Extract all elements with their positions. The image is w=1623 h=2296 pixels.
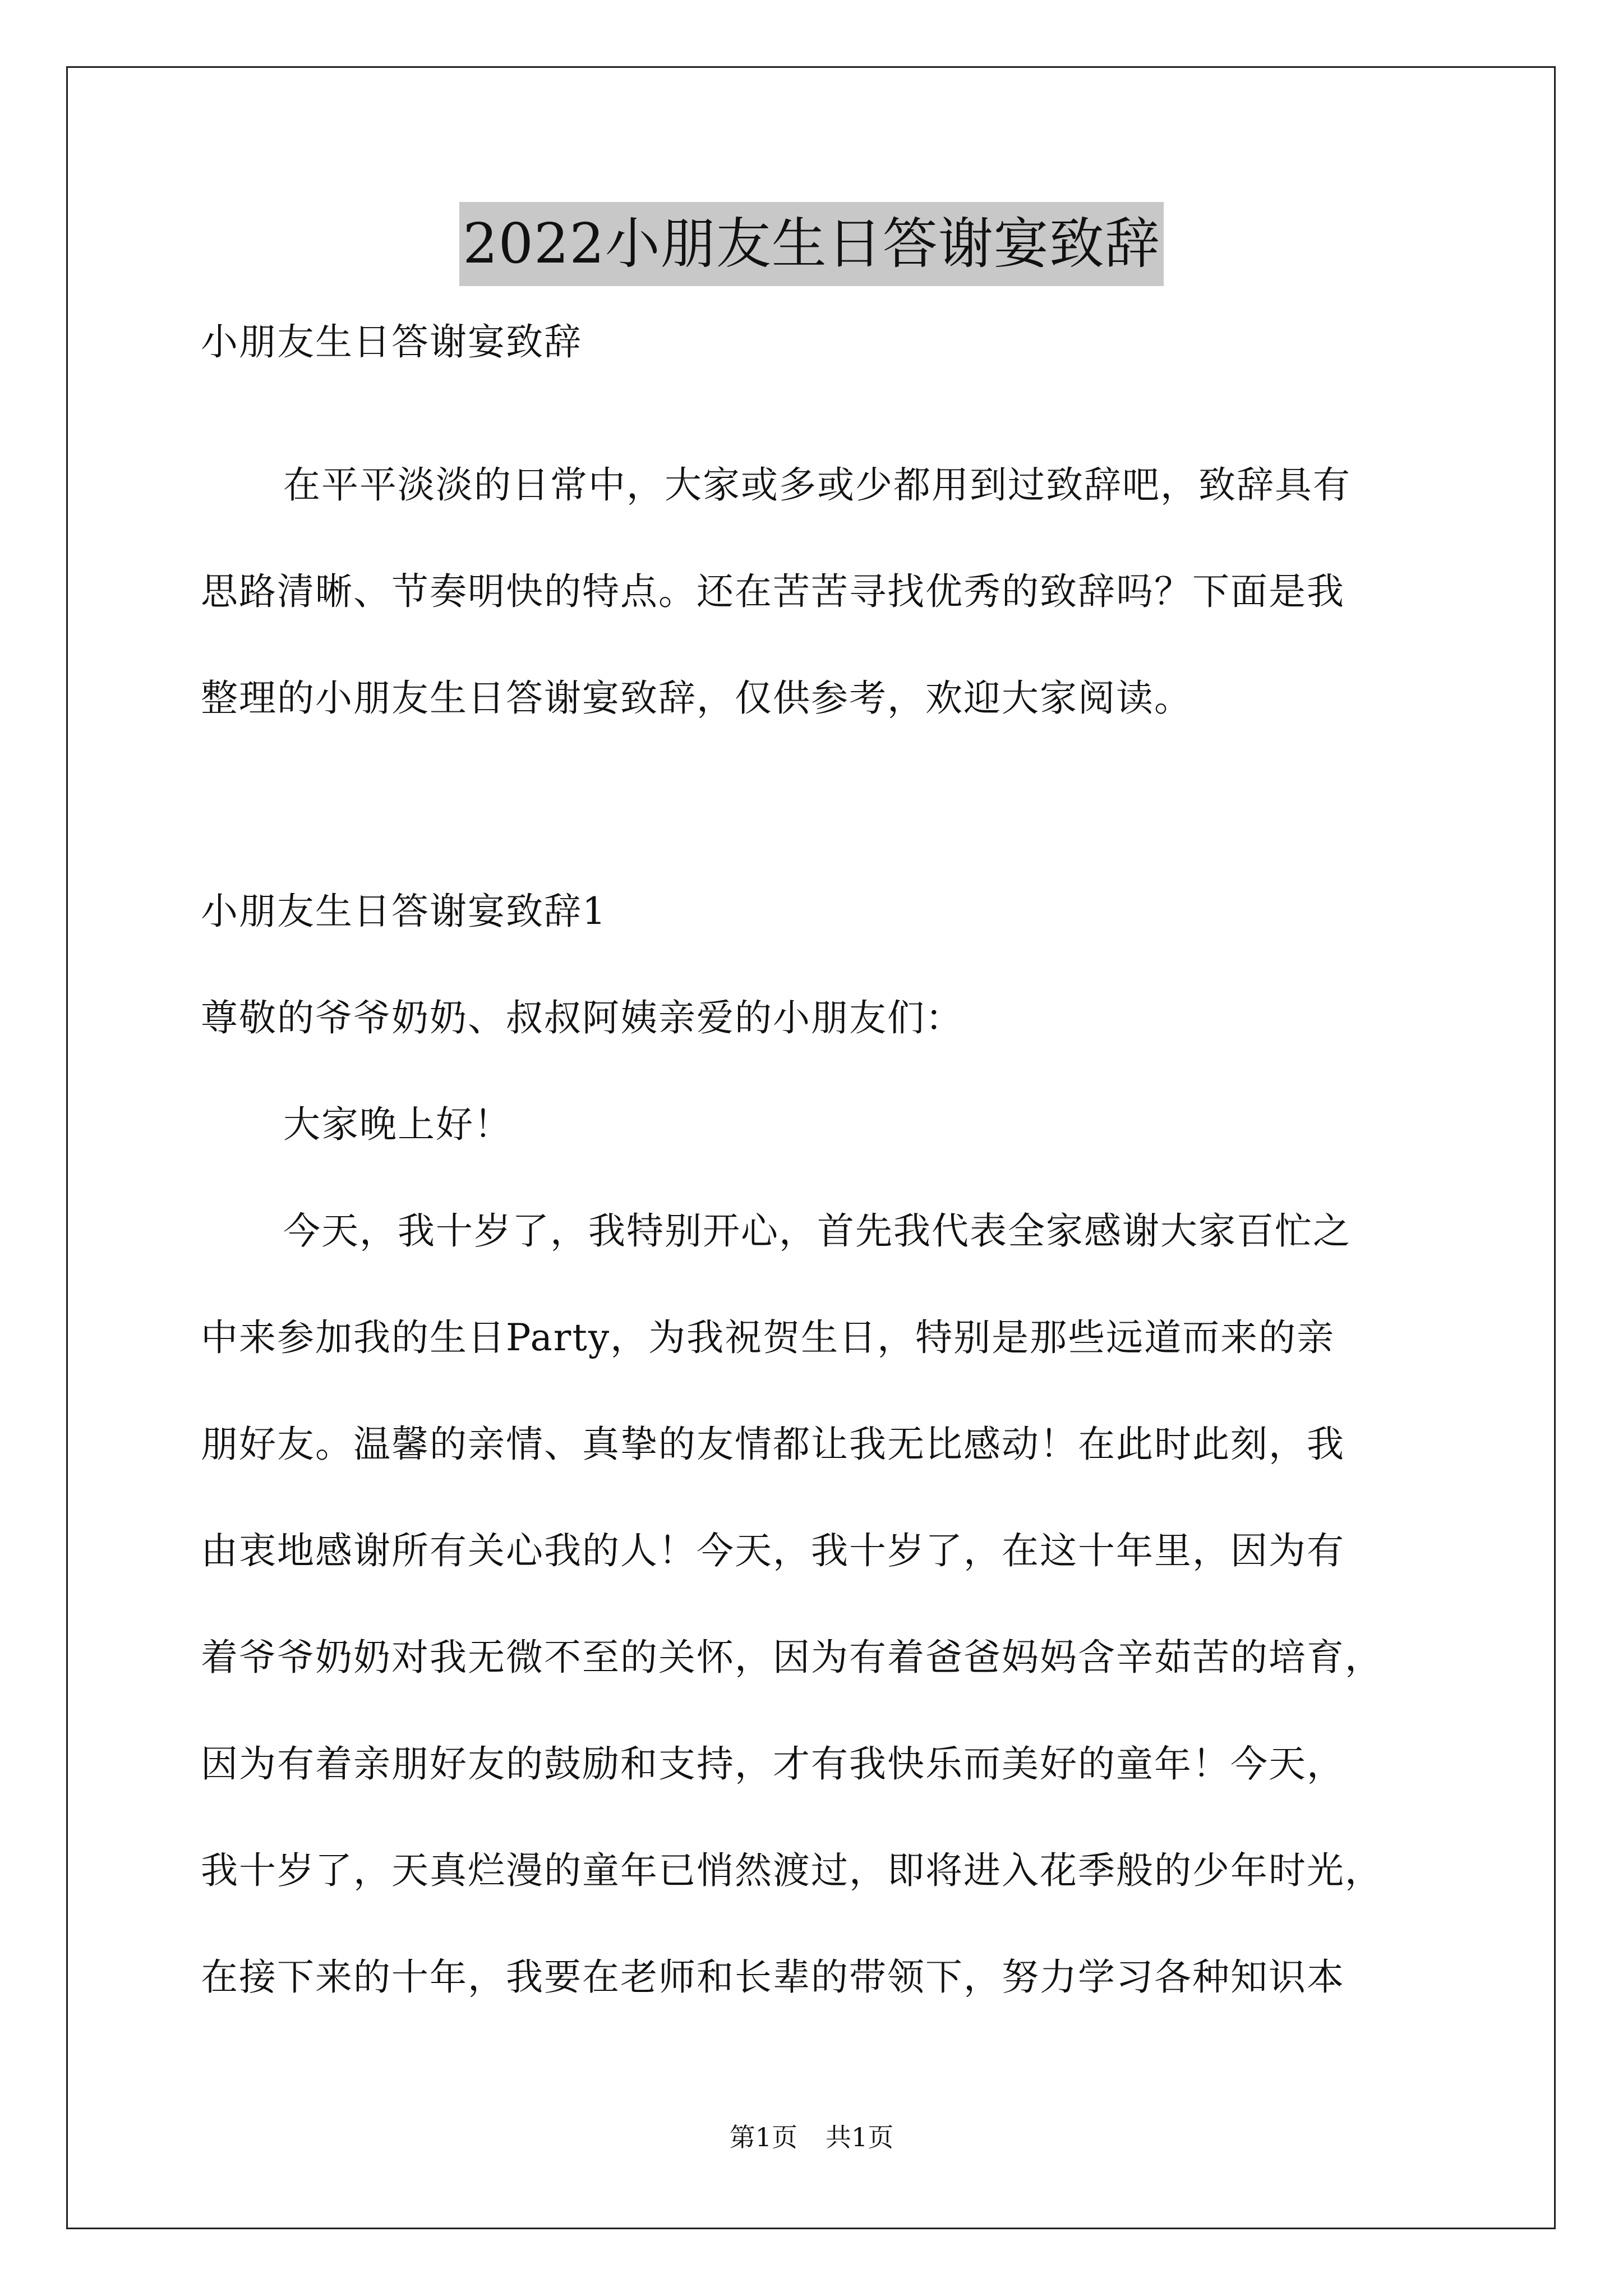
body-line-2: 中来参加我的生日Party，为我祝贺生日，特别是那些远道而来的亲: [201, 1316, 1335, 1359]
body-line-6: 因为有着亲朋好友的鼓励和支持，才有我快乐而美好的童年！今天，: [201, 1742, 1345, 1786]
title-container: [0, 202, 1623, 286]
body-line-1: 今天，我十岁了，我特别开心，首先我代表全家感谢大家百忙之: [283, 1209, 1351, 1253]
body-line-3: 朋好友。温馨的亲情、真挚的友情都让我无比感动！在此时此刻，我: [201, 1423, 1345, 1466]
page-footer: [0, 2120, 1623, 2154]
page-number: 第1页: [729, 2122, 797, 2152]
page-total: 共1页: [826, 2122, 894, 2152]
intro-line-2: 思路清晰、节奏明快的特点。还在苦苦寻找优秀的致辞吗？下面是我: [201, 570, 1345, 613]
body-line-4: 由衷地感谢所有关心我的人！今天，我十岁了，在这十年里，因为有: [201, 1529, 1345, 1572]
document-title: 2022小朋友生日答谢宴致辞: [459, 202, 1163, 286]
greeting: 大家晚上好！: [283, 1103, 512, 1146]
intro-line-3: 整理的小朋友生日答谢宴致辞，仅供参考，欢迎大家阅读。: [201, 677, 1192, 720]
subtitle: 小朋友生日答谢宴致辞: [201, 320, 582, 364]
intro-line-1: 在平平淡淡的日常中，大家或多或少都用到过致辞吧，致辞具有: [283, 463, 1351, 507]
body-line-5: 着爷爷奶奶对我无微不至的关怀，因为有着爸爸妈妈含辛茹苦的培育，: [201, 1636, 1383, 1679]
body-line-8: 在接下来的十年，我要在老师和长辈的带领下，努力学习各种知识本: [201, 1955, 1345, 1999]
salutation: 尊敬的爷爷奶奶、叔叔阿姨亲爱的小朋友们：: [201, 996, 963, 1039]
body-line-7: 我十岁了，天真烂漫的童年已悄然渡过，即将进入花季般的少年时光，: [201, 1849, 1383, 1892]
section-heading: 小朋友生日答谢宴致辞1: [201, 890, 607, 933]
